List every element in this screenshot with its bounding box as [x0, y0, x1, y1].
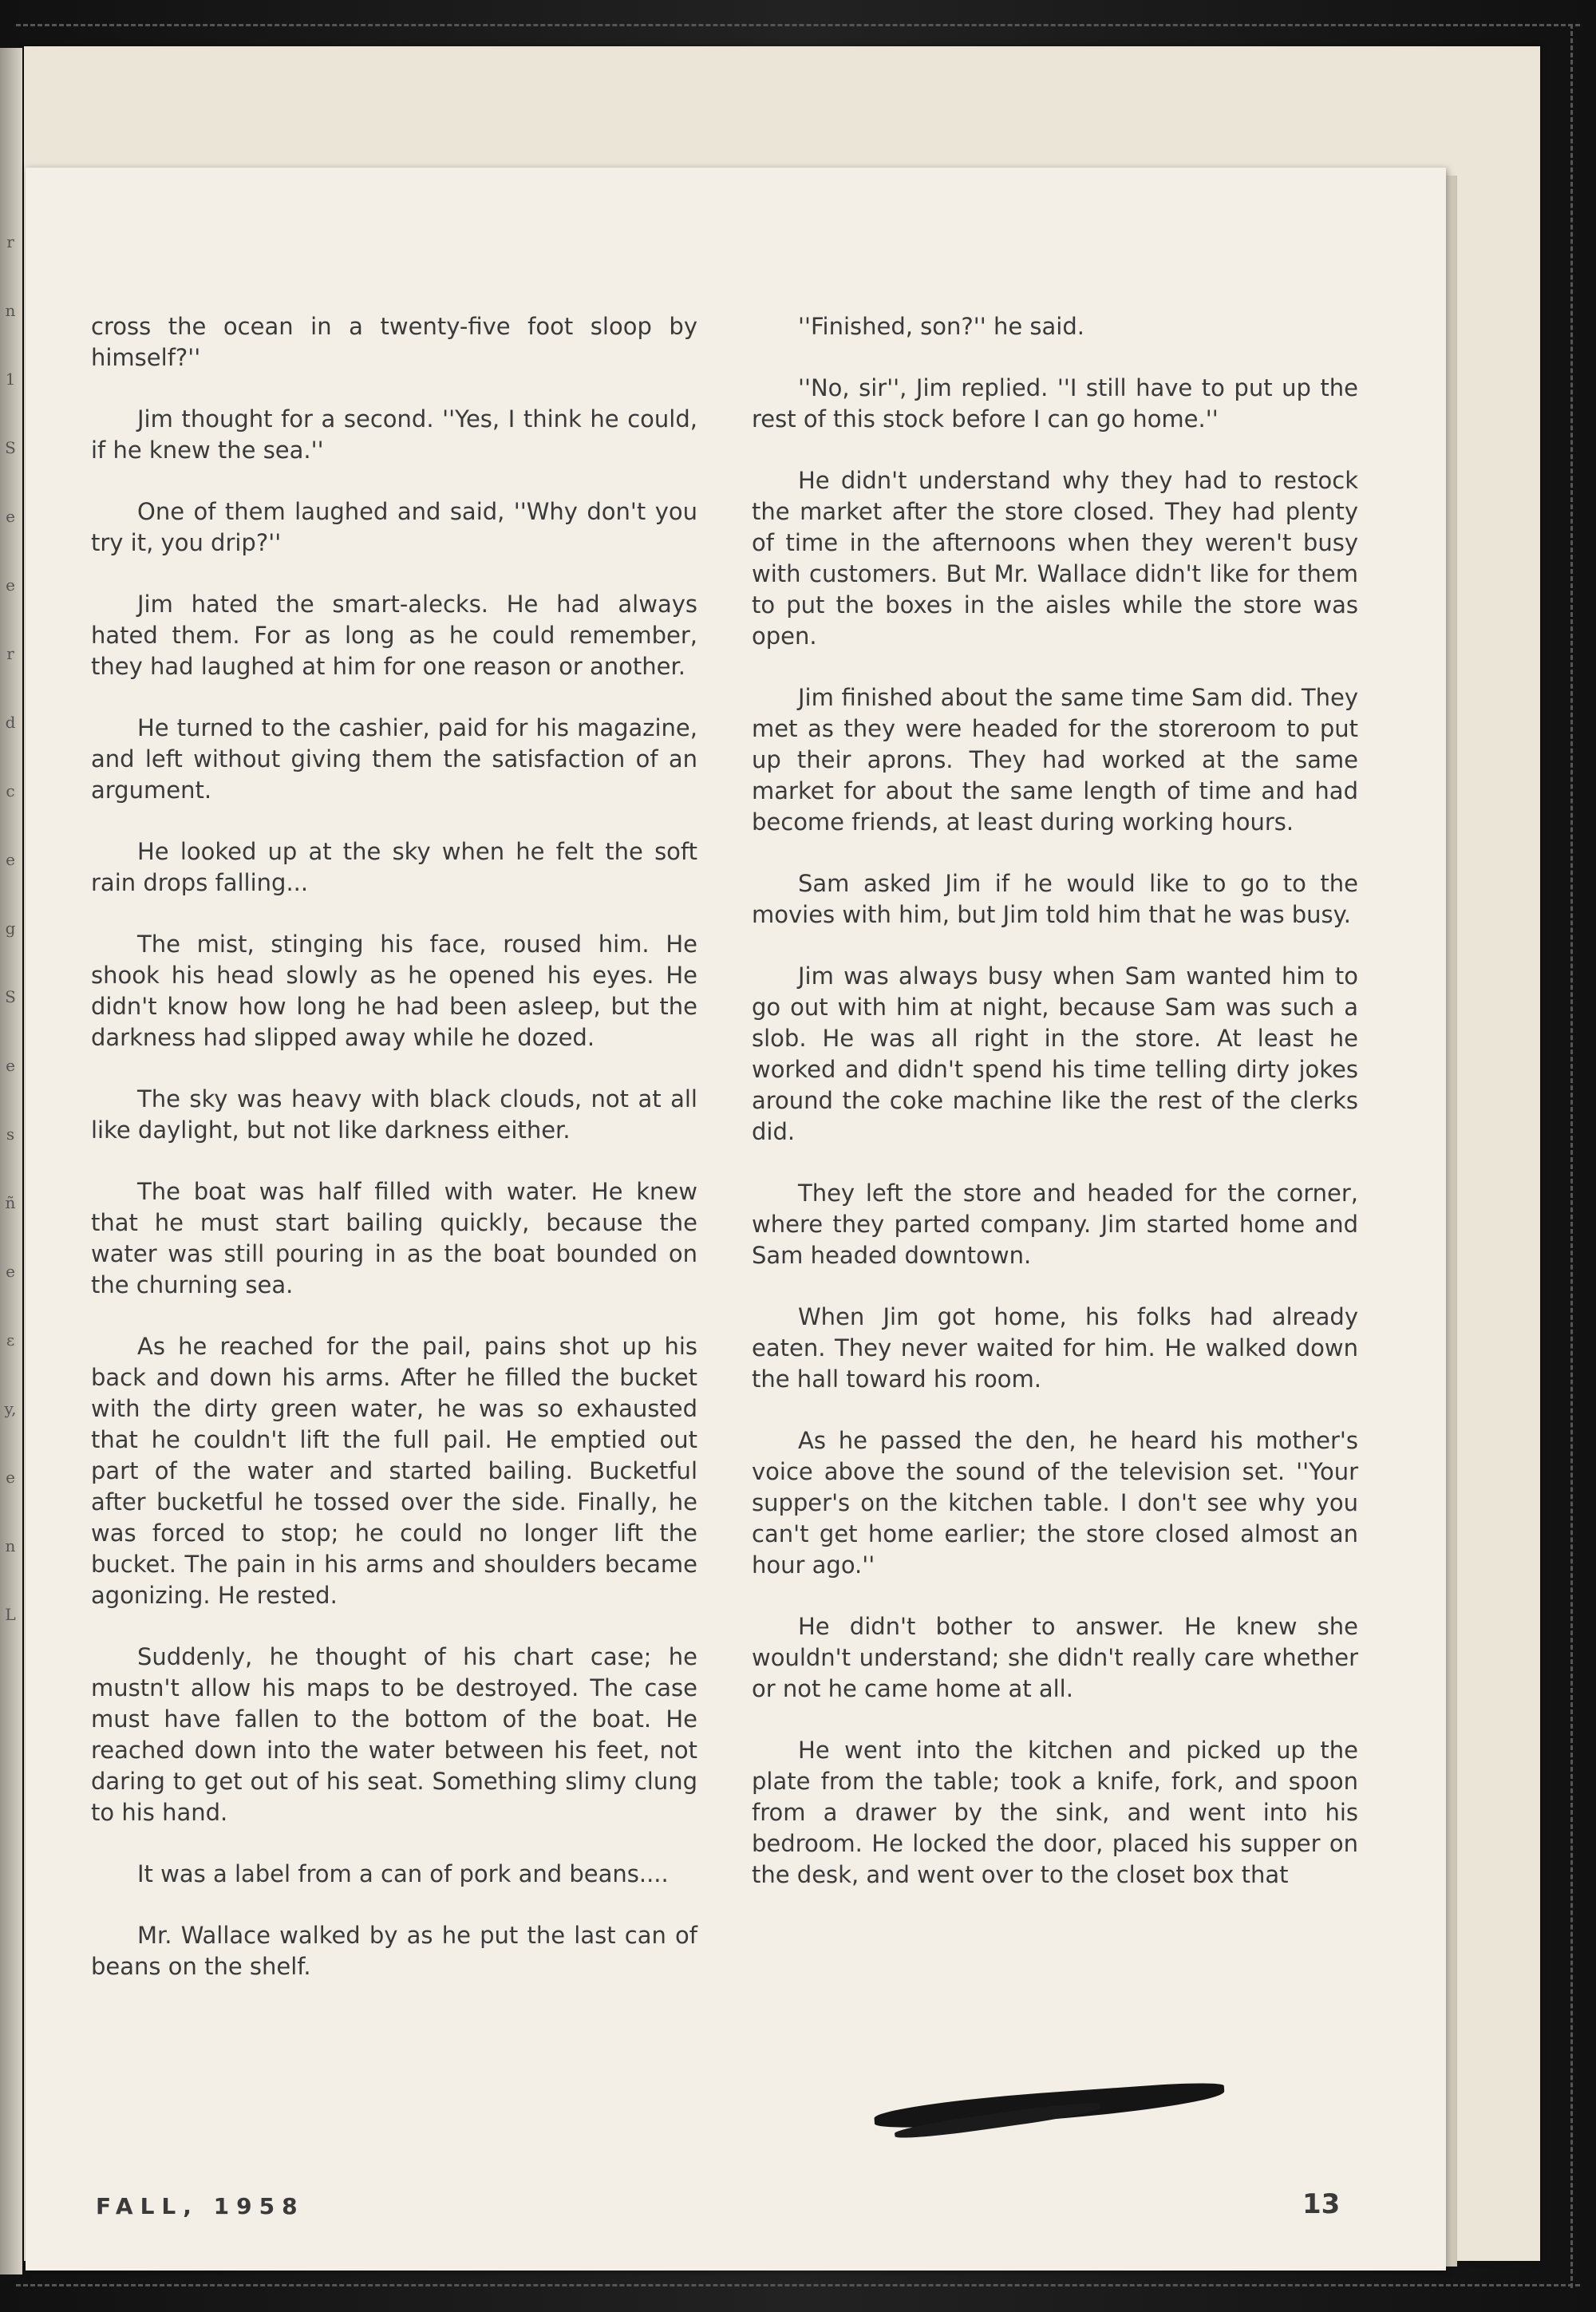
- paragraph: He looked up at the sky when he felt the soft rain drops falling...: [91, 838, 697, 896]
- paragraph: It was a label from a can of pork and beans....: [137, 1860, 669, 1887]
- margin-fragment: e: [6, 1468, 15, 1487]
- margin-fragment: S: [5, 987, 16, 1006]
- paragraph: ''No, sir'', Jim replied. ''I still have to put up the rest of this stock before I can go home.'': [752, 374, 1358, 433]
- paragraph: As he passed the den, he heard his mother's voice above the sound of the television set. ''Your supper's on the kitchen table. I don't see why you can't get home earlier; the store closed almost an hour ago.'': [752, 1427, 1358, 1579]
- binder-stitching-top: [16, 24, 1580, 31]
- margin-fragment: r: [6, 644, 14, 663]
- binder-stitching-right: [1570, 24, 1578, 2288]
- margin-fragment: y,: [4, 1399, 17, 1418]
- paragraph: Jim finished about the same time Sam did. They met as they were headed for the storeroom to put up their aprons. They had worked at the same market for about the same length of time and had become friends, at least during working hours.: [752, 684, 1358, 836]
- margin-fragment: e: [6, 575, 15, 595]
- binder-stitching-bottom: [16, 2284, 1580, 2291]
- margin-fragment: c: [6, 781, 15, 800]
- paragraph: When Jim got home, his folks had already eaten. They never waited for him. He walked down the hall toward his room.: [752, 1303, 1358, 1393]
- margin-fragment: n: [5, 301, 16, 320]
- paragraph: He went into the kitchen and picked up the plate from the table; took a knife, fork, and spoon from a drawer by the sink, and went into his bedroom. He locked the door, placed his supper on the desk, and went over to the closet box that: [752, 1737, 1358, 1888]
- paragraph: He didn't understand why they had to restock the market after the store closed. They had plenty of time in the afternoons when they weren't busy with customers. But Mr. Wallace didn't like for them to put the boxes in the aisles while the store was open.: [752, 467, 1358, 650]
- paragraph: They left the store and headed for the corner, where they parted company. Jim started home and Sam headed downtown.: [752, 1180, 1358, 1269]
- margin-fragment: e: [6, 1056, 15, 1075]
- page-number: 13: [1302, 2188, 1341, 2220]
- margin-fragment: d: [5, 713, 16, 732]
- paragraph: The boat was half filled with water. He knew that he must start bailing quickly, because the water was still pouring in as the boat bounded on the churning sea.: [91, 1178, 697, 1298]
- paragraph: cross the ocean in a twenty-five foot sloop by himself?'': [91, 313, 697, 371]
- paragraph: The sky was heavy with black clouds, not at all like daylight, but not like darkness either.: [91, 1085, 697, 1144]
- margin-fragment: s: [6, 1124, 15, 1144]
- margin-fragment: e: [6, 1262, 15, 1281]
- margin-fragment: e: [6, 850, 15, 869]
- previous-page-edge: [0, 48, 22, 2274]
- paragraph: As he reached for the pail, pains shot up his back and down his arms. After he filled the bucket with the dirty green water, he was so exhausted that he couldn't lift the full pail. He emptied out part of the water and started bailing. Bucketful after bucketful he tossed over the side. Finally, he was forced to stop; he could no longer lift the bucket. The pain in his arms and shoulders became agonizing. He rested.: [91, 1333, 697, 1609]
- margin-fragment: e: [6, 507, 15, 526]
- paragraph: Suddenly, he thought of his chart case; he mustn't allow his maps to be destroyed. The case must have fallen to the bottom of the boat. He reached down into the water between his feet, not daring to get out of his seat. Something slimy clung to his hand.: [91, 1643, 697, 1826]
- page-stack-edge: [1446, 176, 1457, 2267]
- margin-fragment: r: [6, 232, 14, 251]
- margin-fragment: 1: [5, 370, 16, 389]
- margin-fragment: L: [5, 1605, 16, 1624]
- paragraph: One of them laughed and said, ''Why don't you try it, you drip?'': [91, 498, 697, 556]
- paragraph: He turned to the cashier, paid for his magazine, and left without giving them the satisfaction of an argument.: [91, 714, 697, 804]
- issue-date: FALL, 1958: [96, 2193, 305, 2219]
- margin-fragment: n: [5, 1536, 16, 1555]
- magazine-page: [26, 168, 1446, 2271]
- paragraph: Sam asked Jim if he would like to go to the movies with him, but Jim told him that he was busy.: [752, 870, 1358, 928]
- paragraph: The mist, stinging his face, roused him. He shook his head slowly as he opened his eyes. He didn't know how long he had been asleep, but the darkness had slipped away while he dozed.: [91, 931, 697, 1051]
- left-column: [91, 311, 697, 2013]
- previous-page-text-fragments: [2, 207, 19, 2282]
- paragraph: Jim was always busy when Sam wanted him to go out with him at night, because Sam was such a slob. He was all right in the store. At least he worked and didn't spend his time telling dirty jokes around the coke machine like the rest of the clerks did.: [752, 962, 1358, 1145]
- margin-fragment: S: [5, 438, 16, 457]
- paragraph: Jim hated the smart-alecks. He had always hated them. For as long as he could remember, they had laughed at him for one reason or another.: [91, 591, 697, 680]
- margin-fragment: ñ: [5, 1193, 16, 1212]
- margin-fragment: ɛ: [6, 1330, 15, 1350]
- paragraph: Jim thought for a second. ''Yes, I think he could, if he knew the sea.'': [91, 405, 697, 464]
- paragraph: ''Finished, son?'' he said.: [798, 313, 1084, 340]
- paragraph: He didn't bother to answer. He knew she wouldn't understand; she didn't really care whether or not he came home at all.: [752, 1613, 1358, 1702]
- margin-fragment: g: [5, 919, 16, 938]
- right-column: [752, 311, 1358, 1921]
- paragraph: Mr. Wallace walked by as he put the last can of beans on the shelf.: [91, 1922, 697, 1980]
